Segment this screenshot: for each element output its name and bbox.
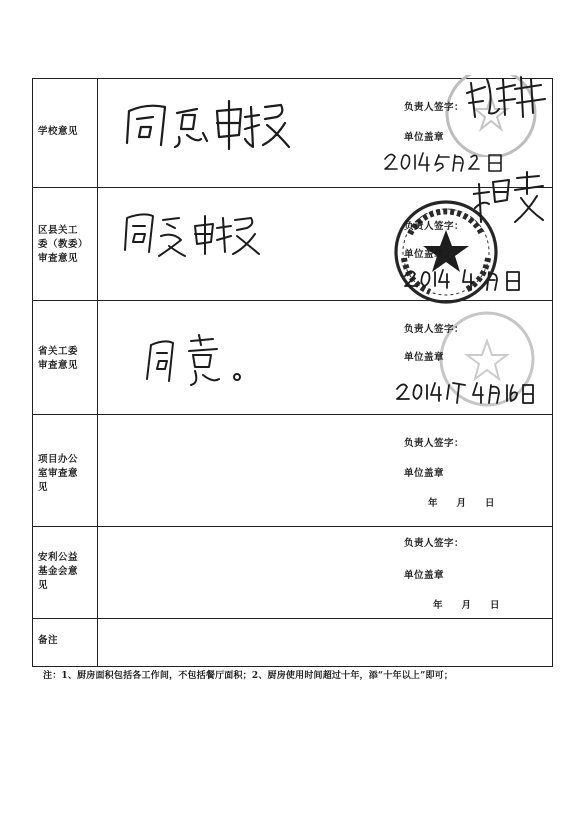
row-foundation-opinion bbox=[33, 527, 552, 619]
footer-note: 注：1、厨房面积包括各工作间，不包括餐厅面积；2、厨房使用时间超过十年，添“十年以上”即可； bbox=[43, 671, 454, 681]
seal-label: 单位盖章 bbox=[404, 570, 445, 581]
row-province-opinion bbox=[33, 301, 552, 415]
label-cell bbox=[33, 188, 98, 300]
signature-label: 负责人签字： bbox=[404, 324, 465, 335]
seal-label: 单位盖章 bbox=[404, 468, 445, 479]
row-label: 项目办公 bbox=[38, 454, 79, 465]
row-label: 备注 bbox=[38, 635, 59, 646]
label-cell bbox=[33, 301, 98, 414]
label-cell bbox=[33, 527, 98, 618]
handwritten-signature bbox=[465, 73, 551, 121]
row-district-opinion bbox=[33, 188, 552, 301]
row-label: 室审查意 bbox=[38, 468, 79, 479]
row-label: 省关工委 bbox=[38, 346, 79, 357]
row-label: 审查意见 bbox=[38, 253, 79, 264]
signature-label: 负责人签字： bbox=[404, 538, 465, 549]
signature-label: 负责人签字： bbox=[404, 221, 465, 232]
row-label: 区县关工 bbox=[38, 225, 79, 236]
label-cell bbox=[33, 79, 98, 187]
label-cell bbox=[33, 415, 98, 526]
row-label: 学校意见 bbox=[38, 126, 79, 137]
row-label: 委（教委） bbox=[38, 239, 89, 250]
signature-label: 负责人签字： bbox=[404, 438, 465, 449]
row-project-office-opinion bbox=[33, 415, 552, 527]
row-label: 基金会意 bbox=[38, 566, 79, 577]
handwritten-opinion bbox=[117, 206, 277, 262]
handwritten-opinion bbox=[139, 331, 259, 387]
handwritten-opinion bbox=[117, 93, 317, 153]
label-cell bbox=[33, 619, 98, 666]
approval-opinion-form bbox=[32, 78, 553, 667]
date-placeholder: 年 月 日 bbox=[433, 600, 500, 611]
handwritten-date bbox=[403, 266, 533, 294]
date-placeholder: 年 月 日 bbox=[428, 498, 495, 509]
row-label: 安利公益 bbox=[38, 552, 79, 563]
seal-label: 单位盖章 bbox=[404, 132, 445, 143]
row-label: 见 bbox=[38, 482, 49, 493]
handwritten-date bbox=[395, 379, 535, 407]
row-label: 见 bbox=[38, 580, 49, 591]
row-remarks bbox=[33, 619, 552, 666]
handwritten-signature bbox=[473, 170, 557, 230]
signature-label: 负责人签字： bbox=[404, 102, 465, 113]
seal-label: 单位盖章 bbox=[404, 249, 445, 260]
seal-label: 单位盖章 bbox=[404, 352, 445, 363]
row-label: 审查意见 bbox=[38, 360, 79, 371]
